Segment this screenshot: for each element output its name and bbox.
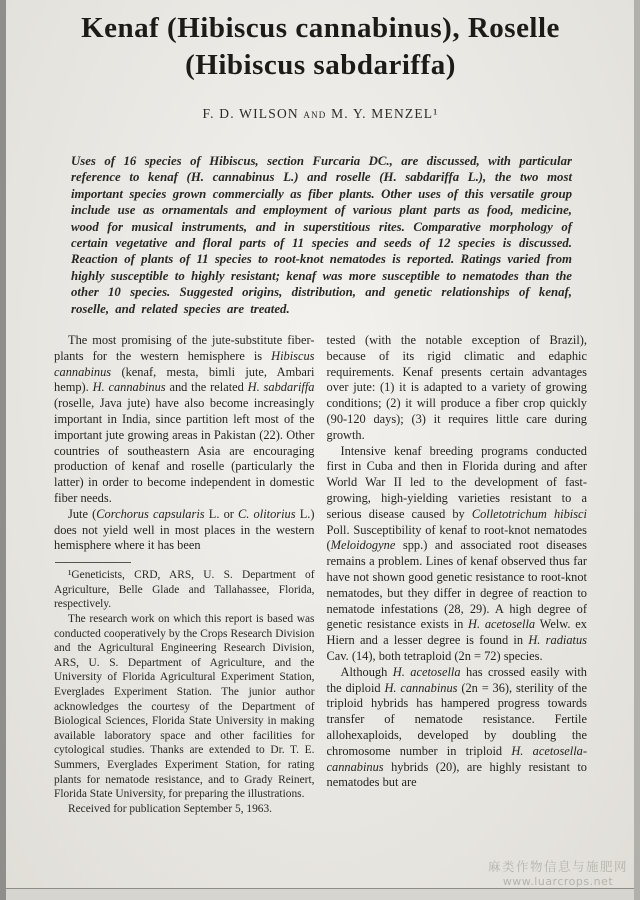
paragraph: Although H. acetosella has crossed easily with the diploid H. cannabinus (2n = 36), sterility of the triploid hybrids has hampered progress towards transfer of nematode resistance. Fertile allohexaploids, developed by doubling the chromosome number in triploid H. acetosella-cannabinus hybrids (20), are highly resistant to nematodes but are xyxy=(326,664,587,790)
title-line-2: (Hibiscus sabdariffa) xyxy=(185,49,456,81)
scan-edge-right xyxy=(634,0,640,900)
paragraph: Jute (Corchorus capsularis L. or C. olitorius L.) does not yield well in most places in the western hemisphere where it has been xyxy=(54,506,315,553)
two-column-body xyxy=(54,333,587,855)
footnote-rule xyxy=(55,562,131,563)
left-column xyxy=(54,333,315,855)
paragraph: tested (with the notable exception of Brazil), because of its rigid climatic and edaphic requirements. Kenaf presents certain advantages over jute: (1) it is adapted to a variety of growing conditions; (2) it will produce a fiber crop quickly (90-120 days); (3) it requires little care during growth. xyxy=(326,333,587,442)
right-column xyxy=(327,333,588,855)
paragraph: Intensive kenaf breeding programs conducted first in Cuba and then in Florida during and after World War II led to the development of fast-growing, high-yielding varieties resistant to a serious disease caused by Colletotrichum hibisci Poll. Susceptibility of kenaf to root-knot nematodes (Meloidogyne spp.) and associated root diseases remains a problem. Lines of kenaf observed thus far have not shown good genetic resistance to root-knot nematodes, but they differ in degree of reaction to nematode infestations (28, 29). A high degree of genetic resistance exists in H. acetosella Welw. ex Hiern and a lesser degree is found in H. radiatus Cav. (14), both tetraploid (2n = 72) species. xyxy=(326,443,587,663)
paragraph: The most promising of the jute-substitute fiber-plants for the western hemisphere is Hibiscus cannabinus (kenaf, mesta, bimli jute, Ambari hemp). H. cannabinus and the related H. sabdariffa (roselle, Java jute) have also become increasingly important in India, since partition left most of the important jute growing areas in Pakistan (22). Other countries of southeastern Asia are encouraging production of kenaf and roselle (particularly the latter) in order to become independent in domestic fiber needs. xyxy=(54,333,315,506)
footnote: ¹Geneticists, CRD, ARS, U. S. Department of Agriculture, Belle Glade and Tallahassee, Florida, respectively. xyxy=(54,569,315,611)
watermark-text: 麻类作物信息与施肥网 xyxy=(487,859,628,874)
title-line-1: Kenaf (Hibiscus cannabinus), Roselle xyxy=(81,12,560,44)
authors-line: F. D. WILSON and M. Y. MENZEL¹ xyxy=(202,106,439,121)
page-title xyxy=(54,6,587,84)
article-page xyxy=(6,0,634,889)
abstract-paragraph: Uses of 16 species of Hibiscus, section Furcaria DC., are discussed, with particular reference to kenaf (H. cannabinus L.) and roselle (H. sabdariffa L.), the two most important species grown commercially as fiber plants. Other uses of this versatile group include use as ornamentals and employment of various plant parts as food, medicine, wood for musical instruments, and in superstitious rites. Comparative morphology of certain vegetative and floral parts of 11 species and seeds of 12 species is discussed. Reaction of plants of 11 species to root-knot nematodes is reported. Ratings varied from highly susceptible to highly resistant; kenaf was more susceptible to nematodes than the other 10 species. Suggested origins, distribution, and genetic relationships of kenaf, roselle, and related species are treated. xyxy=(71,154,572,316)
footnote: The research work on which this report is based was conducted cooperatively by the Crops Research Division and the Agricultural Engineering Research Division, ARS, U. S. Department of Agriculture, and the University of Florida Agricultural Experiment Station, Everglades Experiment Station. The junior author acknowledges the courtesy of the Department of Biological Sciences, Florida State University in making available laboratory space and other facilities for cytological studies. Thanks are extended to Dr. T. E. Summers, Everglades Experiment Station, for rating plants for nematode resistance, and to Grady Reinert, Florida State University, for preparing the illustrations. xyxy=(54,613,315,801)
footnote: Received for publication September 5, 1963. xyxy=(68,802,273,815)
watermark-url: www.luarcrops.net xyxy=(502,875,614,888)
